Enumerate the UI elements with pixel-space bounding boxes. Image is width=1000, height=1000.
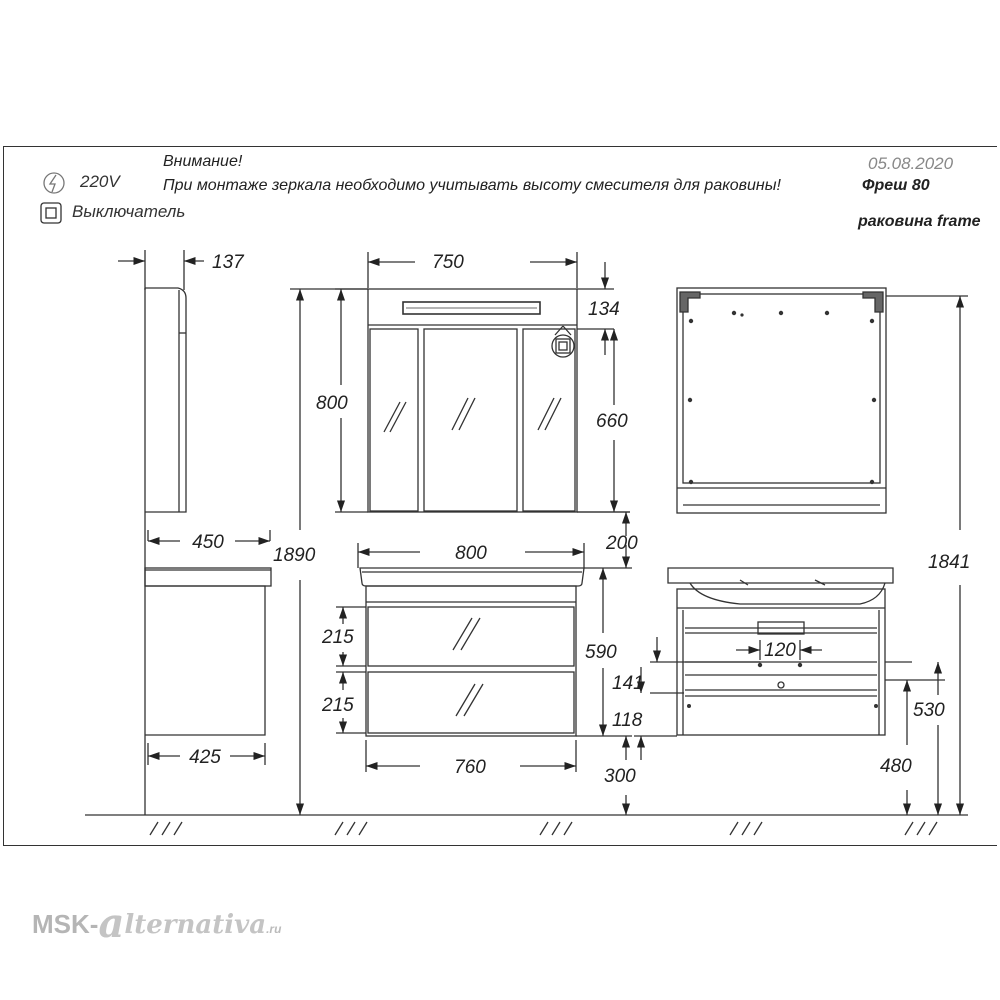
power-label: 220V xyxy=(80,172,120,191)
dim-134: 134 xyxy=(588,299,620,320)
sink-name: раковина frame xyxy=(858,213,981,230)
dim-425: 425 xyxy=(189,747,221,768)
dim-215-bottom: 215 xyxy=(322,695,354,716)
back-view xyxy=(634,288,971,815)
watermark-logo xyxy=(32,896,282,947)
watermark-left: MSK- xyxy=(32,909,99,939)
dim-760: 760 xyxy=(454,757,486,778)
dim-530: 530 xyxy=(913,700,945,721)
front-mirror xyxy=(335,252,630,512)
dim-800-mirror: 800 xyxy=(316,393,348,414)
watermark-at-glyph: a xyxy=(98,900,125,947)
switch-square-icon xyxy=(41,203,61,223)
attention-title: Внимание! xyxy=(163,153,243,170)
floor-line xyxy=(85,815,968,835)
dim-480: 480 xyxy=(880,756,912,777)
dim-450: 450 xyxy=(192,532,224,553)
dim-118: 118 xyxy=(612,710,643,731)
dim-1841: 1841 xyxy=(928,552,971,573)
product-name: Фреш 80 xyxy=(862,177,930,194)
dim-800-sink: 800 xyxy=(455,543,487,564)
dim-215-top: 215 xyxy=(322,627,354,648)
dim-120: 120 xyxy=(764,640,796,661)
lightning-circle-icon xyxy=(44,173,64,193)
dim-750: 750 xyxy=(432,252,464,273)
switch-label: Выключатель xyxy=(72,202,186,221)
watermark-tld: .ru xyxy=(266,922,282,936)
dim-590: 590 xyxy=(585,642,617,663)
dim-141: 141 xyxy=(612,673,644,694)
dim-660: 660 xyxy=(596,411,628,432)
dim-200: 200 xyxy=(606,533,638,554)
dim-300: 300 xyxy=(604,766,636,787)
watermark-script: lternativa xyxy=(124,910,267,940)
dim-137: 137 xyxy=(212,252,244,273)
attention-text: При монтаже зеркала необходимо учитывать высоту смесителя для раковины! xyxy=(163,177,781,194)
drawing-date: 05.08.2020 xyxy=(868,154,954,173)
dim-1890: 1890 xyxy=(273,545,316,566)
